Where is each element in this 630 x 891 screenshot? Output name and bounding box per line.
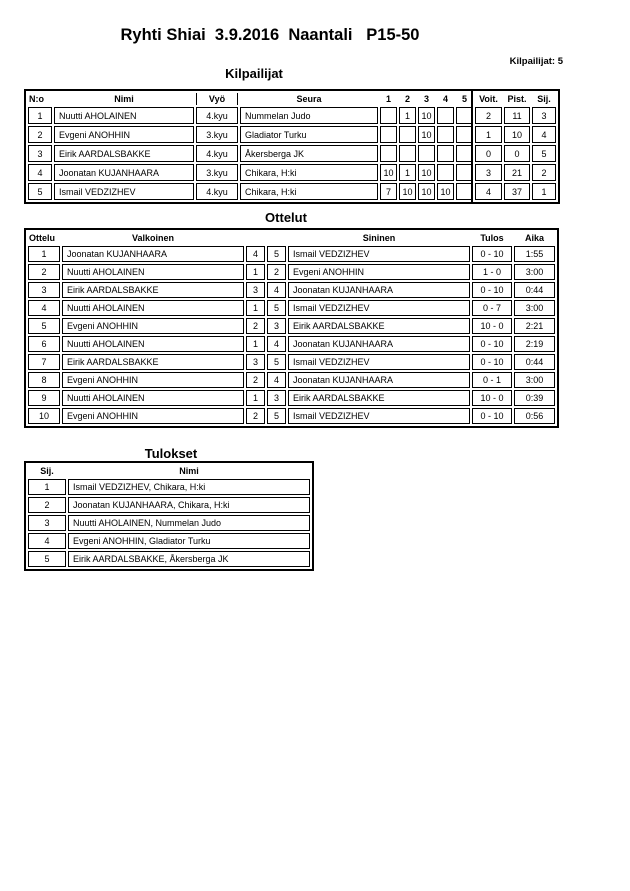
white-name: Nuutti AHOLAINEN [62,300,244,316]
score-cell [380,107,397,124]
table-row [28,372,555,388]
match-result: 0 - 10 [472,408,512,424]
match-result: 0 - 10 [472,282,512,298]
round-3-header: 3 [423,94,429,104]
points-header: Pist. [507,94,527,104]
competitors-table-wrap [24,89,560,204]
table-row [28,107,556,124]
blue-no-header [267,232,286,244]
match-result: 1 - 0 [472,264,512,280]
competitor-wins: 4 [475,183,502,200]
result-header: Tulos [480,233,504,243]
table-row [28,390,555,406]
page-title: Ryhti Shiai 3.9.2016 Naantali P15-50 [120,26,420,44]
blue-name: Ismail VEDZIZHEV [288,408,470,424]
table-row [28,300,555,316]
white-no: 2 [246,408,265,424]
match-no: 7 [28,354,60,370]
match-time: 0:39 [514,390,555,406]
match-result: 0 - 1 [472,372,512,388]
white-name: Eirik AARDALSBAKKE [62,354,244,370]
table-row [28,479,310,495]
score-cell [437,126,454,143]
wins-header: Voit. [479,94,498,104]
blue-name: Evgeni ANOHHIN [288,264,470,280]
blue-name: Ismail VEDZIZHEV [288,354,470,370]
match-time: 3:00 [514,300,555,316]
blue-header: Sininen [362,233,396,243]
competitor-club: Nummelan Judo [240,107,378,124]
competitor-points: 37 [504,183,530,200]
score-cell [399,126,416,143]
match-result: 10 - 0 [472,390,512,406]
competitor-no: 2 [28,126,52,143]
blue-name: Joonatan KUJANHAARA [288,336,470,352]
competitors-count-label: Kilpailijat: 5 [509,56,563,67]
competitor-place: 2 [532,164,556,181]
competitor-points: 0 [504,145,530,162]
match-no: 5 [28,318,60,334]
blue-no: 4 [267,282,286,298]
competitor-no: 1 [28,107,52,124]
table-row [28,164,556,181]
white-no: 1 [246,390,265,406]
match-no: 6 [28,336,60,352]
white-no: 1 [246,300,265,316]
competitor-wins: 1 [475,126,502,143]
result-place-header: Sij. [40,466,54,476]
competitor-no: 3 [28,145,52,162]
white-no: 4 [246,246,265,262]
blue-no: 3 [267,390,286,406]
table-row [28,533,310,549]
result-place: 4 [28,533,66,549]
competitor-wins: 3 [475,164,502,181]
white-name: Evgeni ANOHHIN [62,318,244,334]
competitor-no: 4 [28,164,52,181]
match-no: 1 [28,246,60,262]
blue-no: 4 [267,336,286,352]
score-cell [437,107,454,124]
blue-no: 2 [267,264,286,280]
competitor-belt: 4.kyu [196,107,238,124]
result-place: 2 [28,497,66,513]
match-time: 0:56 [514,408,555,424]
match-no: 3 [28,282,60,298]
score-cell: 10 [418,126,435,143]
white-name: Evgeni ANOHHIN [62,372,244,388]
table-row [28,497,310,513]
belt-header: Vyö [196,93,238,105]
table-header-row [28,465,310,477]
blue-name: Joonatan KUJANHAARA [288,372,470,388]
score-cell [437,145,454,162]
place-header: Sij. [537,94,551,104]
competitor-belt: 4.kyu [196,183,238,200]
blue-no: 5 [267,408,286,424]
match-no: 8 [28,372,60,388]
competitors-section-heading: Kilpailijat [225,66,283,81]
competitor-points: 11 [504,107,530,124]
competitor-place: 1 [532,183,556,200]
competitor-club: Gladiator Turku [240,126,378,143]
result-name: Nuutti AHOLAINEN, Nummelan Judo [68,515,310,531]
club-header: Seura [296,94,322,104]
white-no: 1 [246,336,265,352]
competitor-belt: 3.kyu [196,164,238,181]
white-name: Nuutti AHOLAINEN [62,264,244,280]
competitor-wins: 2 [475,107,502,124]
white-name: Nuutti AHOLAINEN [62,336,244,352]
match-time: 0:44 [514,354,555,370]
blue-no: 5 [267,354,286,370]
table-row [28,282,555,298]
score-cell [380,126,397,143]
competitor-name: Nuutti AHOLAINEN [54,107,194,124]
matches-table-wrap [24,228,559,428]
competitor-club: Chikara, H:ki [240,164,378,181]
competitor-no: 5 [28,183,52,200]
table-row [28,551,310,567]
time-header: Aika [524,233,544,243]
match-time: 2:21 [514,318,555,334]
table-header-row [28,232,555,244]
table-row [28,408,555,424]
result-name: Ismail VEDZIZHEV, Chikara, H:ki [68,479,310,495]
blue-no: 3 [267,318,286,334]
match-no: 4 [28,300,60,316]
competitor-place: 3 [532,107,556,124]
white-name: Joonatan KUJANHAARA [62,246,244,262]
score-cell: 1 [399,164,416,181]
round-1-header: 1 [385,94,391,104]
table-row [28,336,555,352]
blue-no: 5 [267,300,286,316]
competitor-name: Joonatan KUJANHAARA [54,164,194,181]
competitor-club: Åkersberga JK [240,145,378,162]
score-cell: 10 [418,107,435,124]
competitor-belt: 4.kyu [196,145,238,162]
table-row [28,354,555,370]
match-time: 3:00 [514,372,555,388]
table-row [28,318,555,334]
match-no: 10 [28,408,60,424]
results-table [24,461,314,571]
match-time: 3:00 [514,264,555,280]
score-cell: 10 [418,183,435,200]
table-row [28,145,556,162]
white-no: 2 [246,318,265,334]
score-cell: 1 [399,107,416,124]
competitor-club: Chikara, H:ki [240,183,378,200]
white-header: Valkoinen [131,233,175,243]
name-header: Nimi [114,94,134,104]
results-table-wrap [24,461,314,571]
blue-no: 4 [267,372,286,388]
white-no: 3 [246,354,265,370]
white-name: Eirik AARDALSBAKKE [62,282,244,298]
result-place: 3 [28,515,66,531]
competitor-name: Ismail VEDZIZHEV [54,183,194,200]
score-cell [437,164,454,181]
results-section-heading: Tulokset [144,446,198,461]
result-place: 1 [28,479,66,495]
competitor-points: 10 [504,126,530,143]
matches-table [24,228,559,428]
result-name-header: Nimi [179,466,199,476]
round-4-header: 4 [442,94,448,104]
table-row [28,183,556,200]
wins-section-separator [471,89,473,204]
blue-no: 5 [267,246,286,262]
score-cell: 7 [380,183,397,200]
result-place: 5 [28,551,66,567]
table-row [28,246,555,262]
competitor-place: 5 [532,145,556,162]
match-time: 2:19 [514,336,555,352]
score-cell: 10 [380,164,397,181]
table-row [28,515,310,531]
competitor-wins: 0 [475,145,502,162]
white-no: 2 [246,372,265,388]
match-time: 1:55 [514,246,555,262]
round-2-header: 2 [404,94,410,104]
blue-name: Joonatan KUJANHAARA [288,282,470,298]
match-result: 0 - 7 [472,300,512,316]
matches-section-heading: Ottelut [265,210,307,225]
score-cell [418,145,435,162]
no-header: N:o [29,94,44,104]
round-5-header: 5 [461,94,467,104]
match-time: 0:44 [514,282,555,298]
white-name: Evgeni ANOHHIN [62,408,244,424]
competitor-belt: 3.kyu [196,126,238,143]
score-cell: 10 [437,183,454,200]
blue-name: Eirik AARDALSBAKKE [288,390,470,406]
result-name: Joonatan KUJANHAARA, Chikara, H:ki [68,497,310,513]
competitors-table [24,89,560,204]
match-result: 10 - 0 [472,318,512,334]
match-result: 0 - 10 [472,354,512,370]
score-cell [399,145,416,162]
blue-name: Ismail VEDZIZHEV [288,300,470,316]
match-result: 0 - 10 [472,336,512,352]
competitor-name: Eirik AARDALSBAKKE [54,145,194,162]
competitor-place: 4 [532,126,556,143]
match-no: 2 [28,264,60,280]
competitor-points: 21 [504,164,530,181]
match-no-header: Ottelu [29,233,55,243]
white-name: Nuutti AHOLAINEN [62,390,244,406]
match-no: 9 [28,390,60,406]
score-cell: 10 [418,164,435,181]
score-cell [380,145,397,162]
result-name: Evgeni ANOHHIN, Gladiator Turku [68,533,310,549]
table-row [28,126,556,143]
score-cell: 10 [399,183,416,200]
white-no-header [246,232,265,244]
table-row [28,264,555,280]
competitor-name: Evgeni ANOHHIN [54,126,194,143]
white-no: 3 [246,282,265,298]
blue-name: Eirik AARDALSBAKKE [288,318,470,334]
table-header-row [28,93,556,105]
blue-name: Ismail VEDZIZHEV [288,246,470,262]
match-result: 0 - 10 [472,246,512,262]
result-name: Eirik AARDALSBAKKE, Åkersberga JK [68,551,310,567]
white-no: 1 [246,264,265,280]
